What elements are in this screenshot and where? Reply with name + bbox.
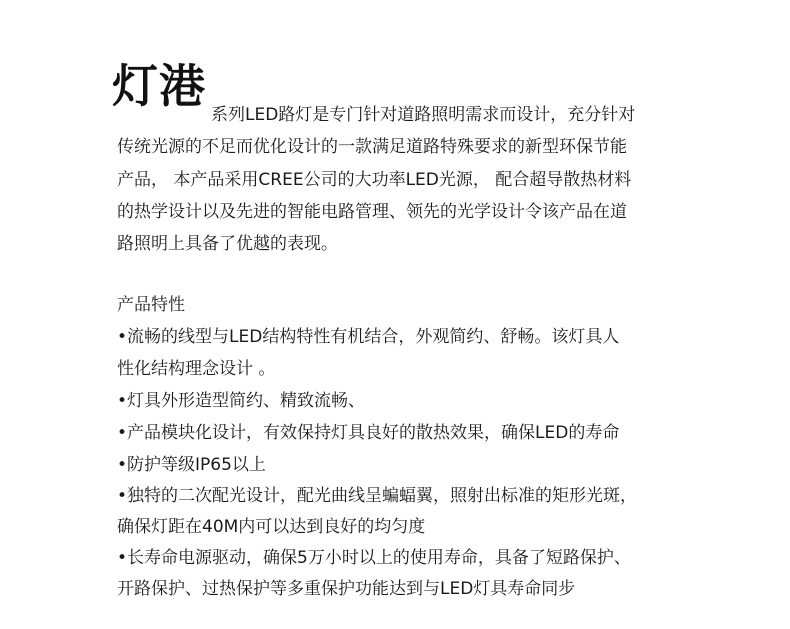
feature-line: •长寿命电源驱动，确保5万小时以上的使用寿命，具备了短路保护、	[117, 548, 631, 568]
feature-line: •独特的二次配光设计，配光曲线呈蝙蝠翼，照射出标准的矩形光斑，	[117, 486, 638, 506]
feature-line: 开路保护、过热保护等多重保护功能达到与LED灯具寿命同步	[117, 579, 576, 599]
feature-line: •防护等级IP65以上	[117, 455, 266, 475]
feature-line: •流畅的线型与LED结构特性有机结合，外观简约、舒畅。该灯具人	[117, 327, 620, 347]
document-title: 灯港	[112, 59, 206, 113]
intro-line: 的热学设计以及先进的智能电路管理、领先的光学设计令该产品在道	[117, 202, 627, 222]
feature-line: 性化结构理念设计 。	[117, 359, 276, 379]
intro-line: 路照明上具备了优越的表现。	[117, 234, 338, 254]
features-heading: 产品特性	[117, 295, 185, 315]
feature-line: 确保灯距在40M内可以达到良好的均匀度	[117, 517, 426, 537]
intro-line: 传统光源的不足而优化设计的一款满足道路特殊要求的新型环保节能	[117, 137, 627, 157]
intro-line: 系列LED路灯是专门针对道路照明需求而设计，充分针对	[211, 105, 636, 125]
intro-line: 产品， 本产品采用CREE公司的大功率LED光源， 配合超导散热材料	[117, 170, 632, 190]
feature-line: •产品模块化设计，有效保持灯具良好的散热效果，确保LED的寿命	[117, 423, 620, 443]
feature-line: •灯具外形造型简约、精致流畅、	[117, 391, 366, 411]
